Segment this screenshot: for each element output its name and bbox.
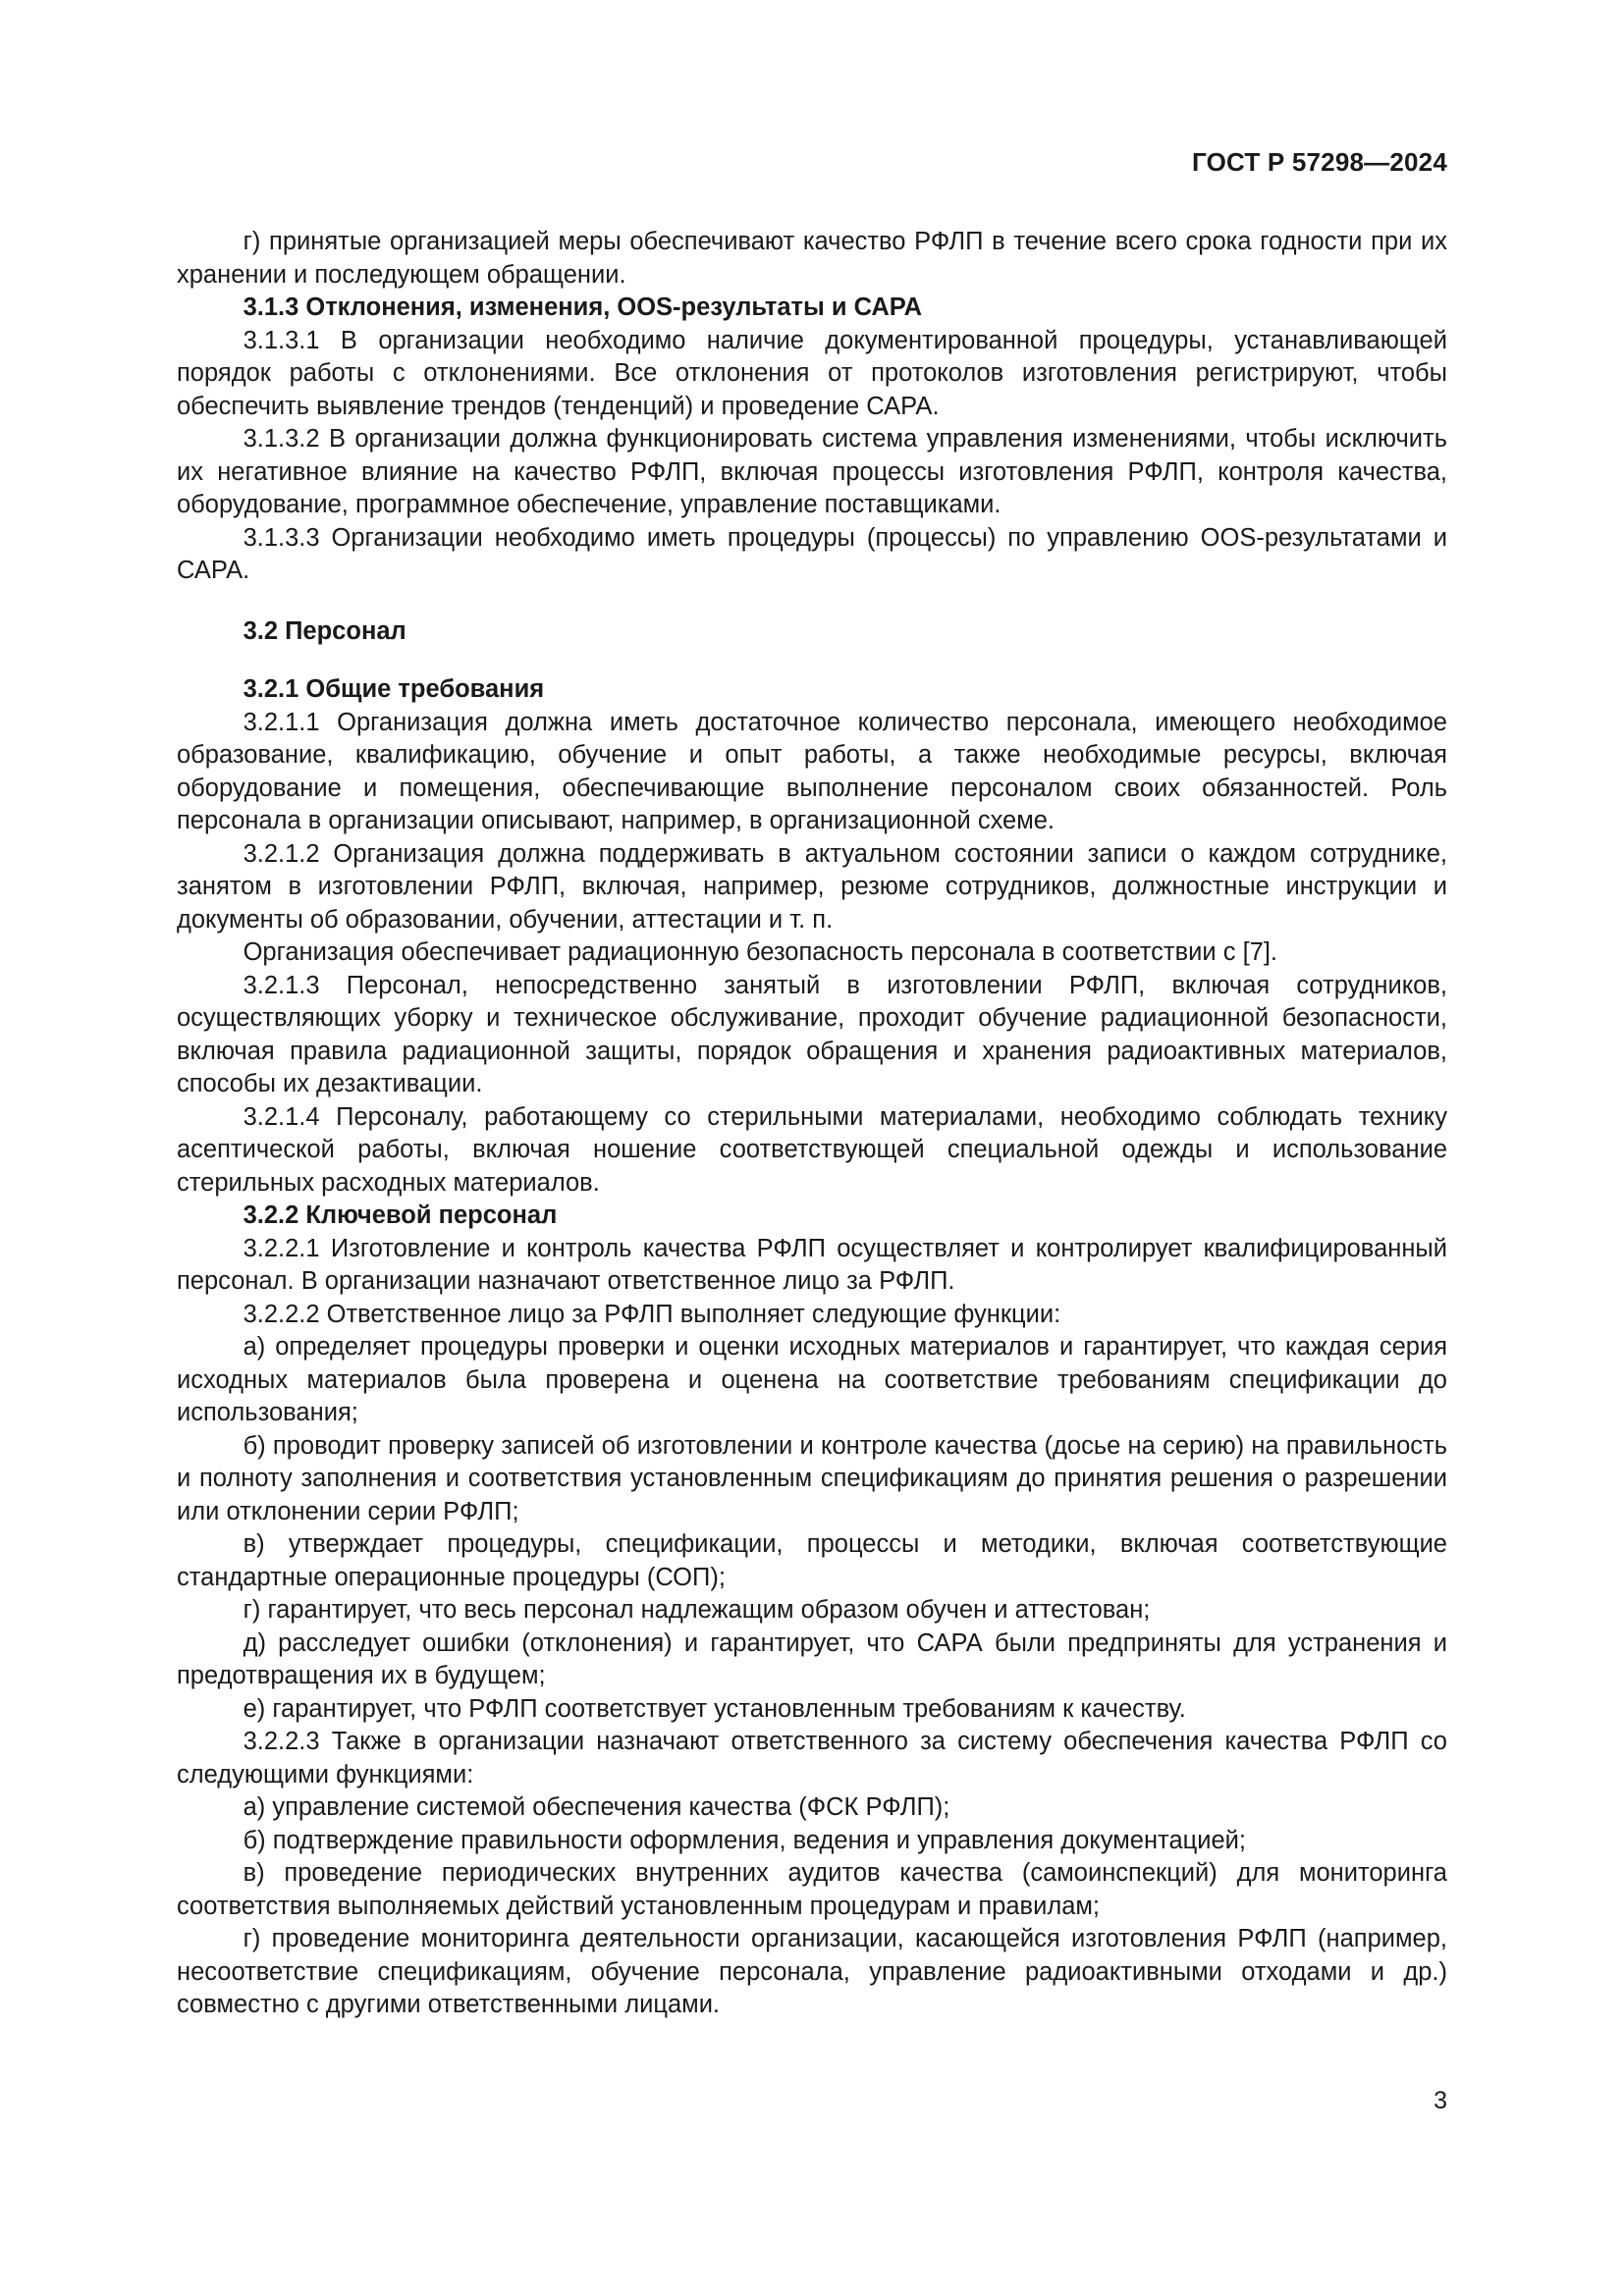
paragraph-3-2-1-3: 3.2.1.3 Персонал, непосредственно занятый в изготовлении РФЛП, включая сотрудников, осуществляющих уборку и техническое обслуживание, проходит обучение радиационной безопасности, включая правила радиационной защиты, порядок обращения и хранения радиоактивных материалов, способы их дезактивации. [177, 971, 1447, 1097]
paragraph-3-2-2-3: 3.2.2.3 Также в организации назначают ответственного за систему обеспечения качества РФЛП со следующими функциями: [177, 1728, 1447, 1789]
list-item-resp-g: г) гарантирует, что весь персонал надлежащим образом обучен и аттестован; [243, 1596, 1151, 1624]
section-heading-3-1-3: 3.1.3 Отклонения, изменения, OOS-результаты и САРА [243, 294, 922, 321]
section-heading-3-2-1: 3.2.1 Общие требования [243, 675, 545, 703]
list-item-qa-v: в) проведение периодических внутренних аудитов качества (самоинспекций) для мониторинга соответствия выполняемых действий установленным процедурам и правилам; [177, 1859, 1447, 1920]
list-item-resp-d: д) расследует ошибки (отклонения) и гарантирует, что САРА были предприняты для устранения и предотвращения их в будущем; [177, 1629, 1447, 1689]
paragraph-g-measures: г) принятые организацией меры обеспечивают качество РФЛП в течение всего срока годности при их хранении и последующем обращении. [177, 228, 1447, 289]
paragraph-3-2-2-2: 3.2.2.2 Ответственное лицо за РФЛП выполняет следующие функции: [243, 1300, 1061, 1328]
document-body [177, 226, 1447, 2022]
document-standard-code: ГОСТ Р 57298—2024 [1192, 147, 1447, 177]
list-item-resp-e: е) гарантирует, что РФЛП соответствует установленным требованиям к качеству. [243, 1694, 1186, 1723]
list-item-resp-b: б) проводит проверку записей об изготовлении и контроле качества (досье на серию) на правильность и полноту заполнения и соответствия установленным спецификациям до принятия решения о разрешении или отклонении серии РФЛП; [177, 1431, 1447, 1525]
list-item-resp-a: а) определяет процедуры проверки и оценки исходных материалов и гарантирует, что каждая серия исходных материалов была проверена и оценена на соответствие требованиям спецификации до использования; [177, 1333, 1447, 1426]
paragraph-3-2-1-1: 3.2.1.1 Организация должна иметь достаточное количество персонала, имеющего необходимое образование, квалификацию, обучение и опыт работы, а также необходимые ресурсы, включая оборудование и помещения, обеспечивающие выполнение персоналом своих обязанностей. Роль персонала в организации описывают, например, в организационной схеме. [177, 708, 1447, 834]
list-item-qa-g: г) проведение мониторинга деятельности организации, касающейся изготовления РФЛП (например, несоответствие спецификациям, обучение персонала, управление радиоактивными отходами и др.) совместно с другими ответственными лицами. [177, 1925, 1447, 2018]
list-item-qa-a: а) управление системой обеспечения качества (ФСК РФЛП); [243, 1793, 950, 1821]
section-heading-3-2-2: 3.2.2 Ключевой персонал [243, 1201, 558, 1229]
paragraph-3-2-1-4: 3.2.1.4 Персоналу, работающему со стерильными материалами, необходимо соблюдать технику асептической работы, включая ношение соответствующей специальной одежды и использование стерильных расходных материалов. [177, 1102, 1447, 1197]
paragraph-radiation-safety: Организация обеспечивает радиационную безопасность персонала в соответствии с [7]. [243, 938, 1278, 966]
paragraph-3-2-2-1: 3.2.2.1 Изготовление и контроль качества РФЛП осуществляет и контролирует квалифицированный персонал. В организации назначают ответственное лицо за РФЛП. [177, 1234, 1447, 1295]
section-heading-3-2: 3.2 Персонал [243, 616, 406, 645]
paragraph-3-2-1-2: 3.2.1.2 Организация должна поддерживать в актуальном состоянии записи о каждом сотруднике, занятом в изготовлении РФЛП, включая, например, резюме сотрудников, должностные инструкции и документы об образовании, обучении, аттестации и т. п. [177, 839, 1447, 934]
paragraph-3-1-3-3: 3.1.3.3 Организации необходимо иметь процедуры (процессы) по управлению OOS-результатами и САРА. [177, 523, 1447, 584]
page-number: 3 [1434, 2087, 1447, 2114]
paragraph-3-1-3-1: 3.1.3.1 В организации необходимо наличие документированной процедуры, устанавливающей порядок работы с отклонениями. Все отклонения от протоколов изготовления регистрируют, чтобы обеспечить выявление трендов (тенденций) и проведение САРА. [177, 326, 1447, 420]
list-item-resp-v: в) утверждает процедуры, спецификации, процессы и методики, включая соответствующие стандартные операционные процедуры (СОП); [177, 1530, 1447, 1591]
list-item-qa-b: б) подтверждение правильности оформления, ведения и управления документацией; [243, 1826, 1246, 1854]
paragraph-3-1-3-2: 3.1.3.2 В организации должна функционировать система управления изменениями, чтобы исключить их негативное влияние на качество РФЛП, включая процессы изготовления РФЛП, контроля качества, оборудование, программное обеспечение, управление поставщиками. [177, 425, 1447, 518]
